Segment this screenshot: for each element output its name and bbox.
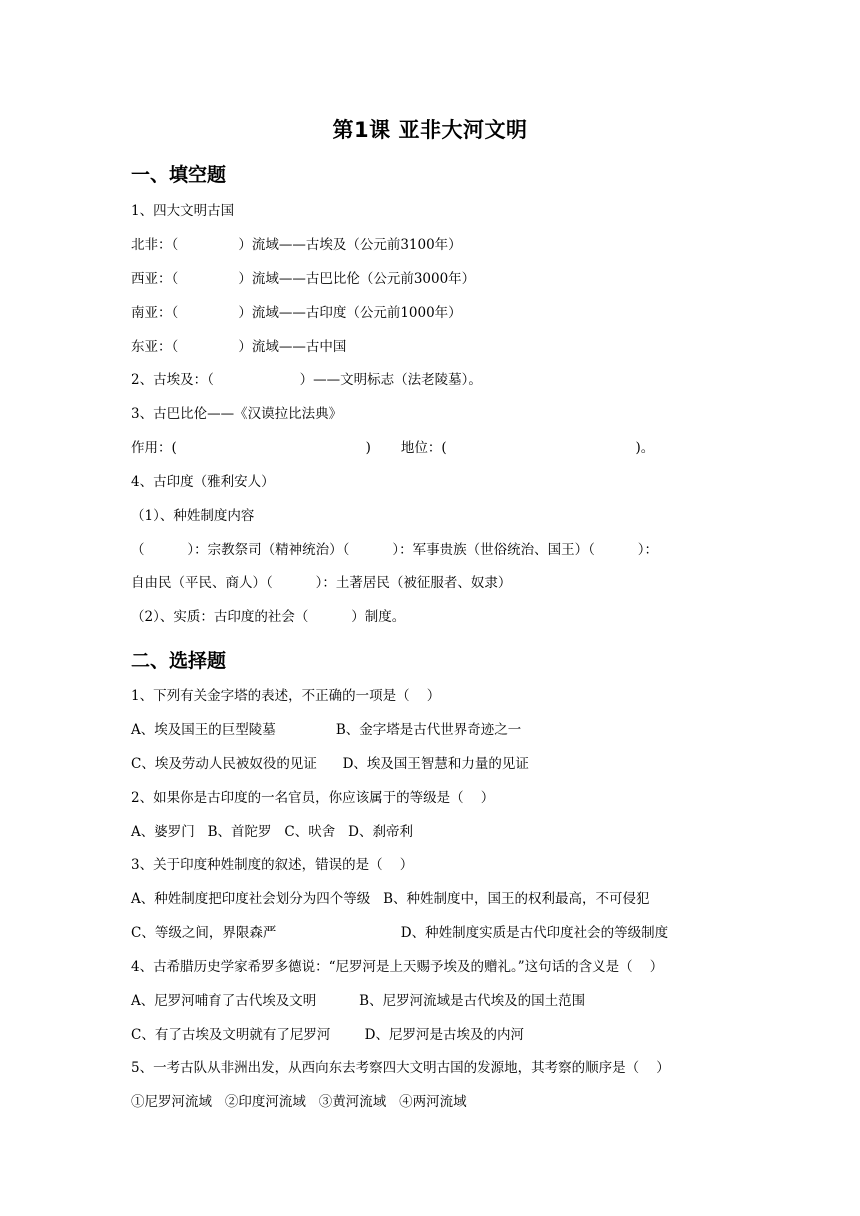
question-line: 1、下列有关金字塔的表述，不正确的一项是（ ）: [131, 688, 441, 704]
section-heading-multiple-choice: 二、选择题: [131, 650, 227, 672]
question-line: 自由民（平民、商人）（ ）：土著居民（被征服者、奴隶）: [131, 575, 512, 591]
question-line: 1、四大文明古国: [131, 203, 235, 219]
question-line: （ ）：宗教祭司（精神统治）（ ）：军事贵族（世俗统治、国王）（ ）：: [131, 542, 658, 558]
question-line: 3、关于印度种姓制度的叙述，错误的是（ ）: [131, 857, 414, 873]
option-line: C、等级之间，界限森严 D、种姓制度实质是古代印度社会的等级制度: [131, 925, 669, 941]
option-line: A、婆罗门 B、首陀罗 C、吠舍 D、刹帝利: [131, 824, 413, 840]
option-line: C、有了古埃及文明就有了尼罗河 D、尼罗河是古埃及的内河: [131, 1027, 524, 1043]
option-line: C、埃及劳动人民被奴役的见证 D、埃及国王智慧和力量的见证: [131, 756, 529, 772]
option-line: A、尼罗河哺育了古代埃及文明 B、尼罗河流域是古代埃及的国土范围: [131, 993, 586, 1009]
question-line: 西亚：（ ）流域——古巴比伦（公元前3000年）: [131, 271, 476, 287]
question-line: 2、古埃及：（ ）——文明标志（法老陵墓）。: [131, 372, 482, 388]
question-line: 北非：（ ）流域——古埃及（公元前3100年）: [131, 237, 462, 253]
option-line: A、埃及国王的巨型陵墓 B、金字塔是古代世界奇迹之一: [131, 722, 522, 738]
section-heading-fill-blank: 一、填空题: [131, 164, 227, 186]
lesson-title: 第1课 亚非大河文明: [332, 118, 528, 142]
question-line: 5、一考古队从非洲出发，从西向东去考察四大文明古国的发源地，其考察的顺序是（ ）: [131, 1060, 670, 1076]
question-line: 4、古希腊历史学家希罗多德说：“尼罗河是上天赐予埃及的赠礼。”这句话的含义是（ ）: [131, 959, 664, 975]
question-line: （2）、实质：古印度的社会（ ）制度。: [131, 609, 406, 625]
option-line: A、种姓制度把印度社会划分为四个等级 B、种姓制度中，国王的权利最高，不可侵犯: [131, 891, 650, 907]
question-line: 3、古巴比伦——《汉谟拉比法典》: [131, 406, 343, 422]
question-line: 作用：( ) 地位：( )。: [131, 440, 655, 456]
question-line: 4、古印度（雅利安人）: [131, 474, 275, 490]
option-line: ①尼罗河流域 ②印度河流域 ③黄河流域 ④两河流域: [131, 1094, 467, 1110]
question-line: 东亚：（ ）流域——古中国: [131, 339, 347, 355]
question-line: 2、如果你是古印度的一名官员，你应该属于的等级是（ ）: [131, 790, 495, 806]
question-line: （1）、种姓制度内容: [131, 508, 255, 524]
question-line: 南亚：（ ）流域——古印度（公元前1000年）: [131, 305, 462, 321]
